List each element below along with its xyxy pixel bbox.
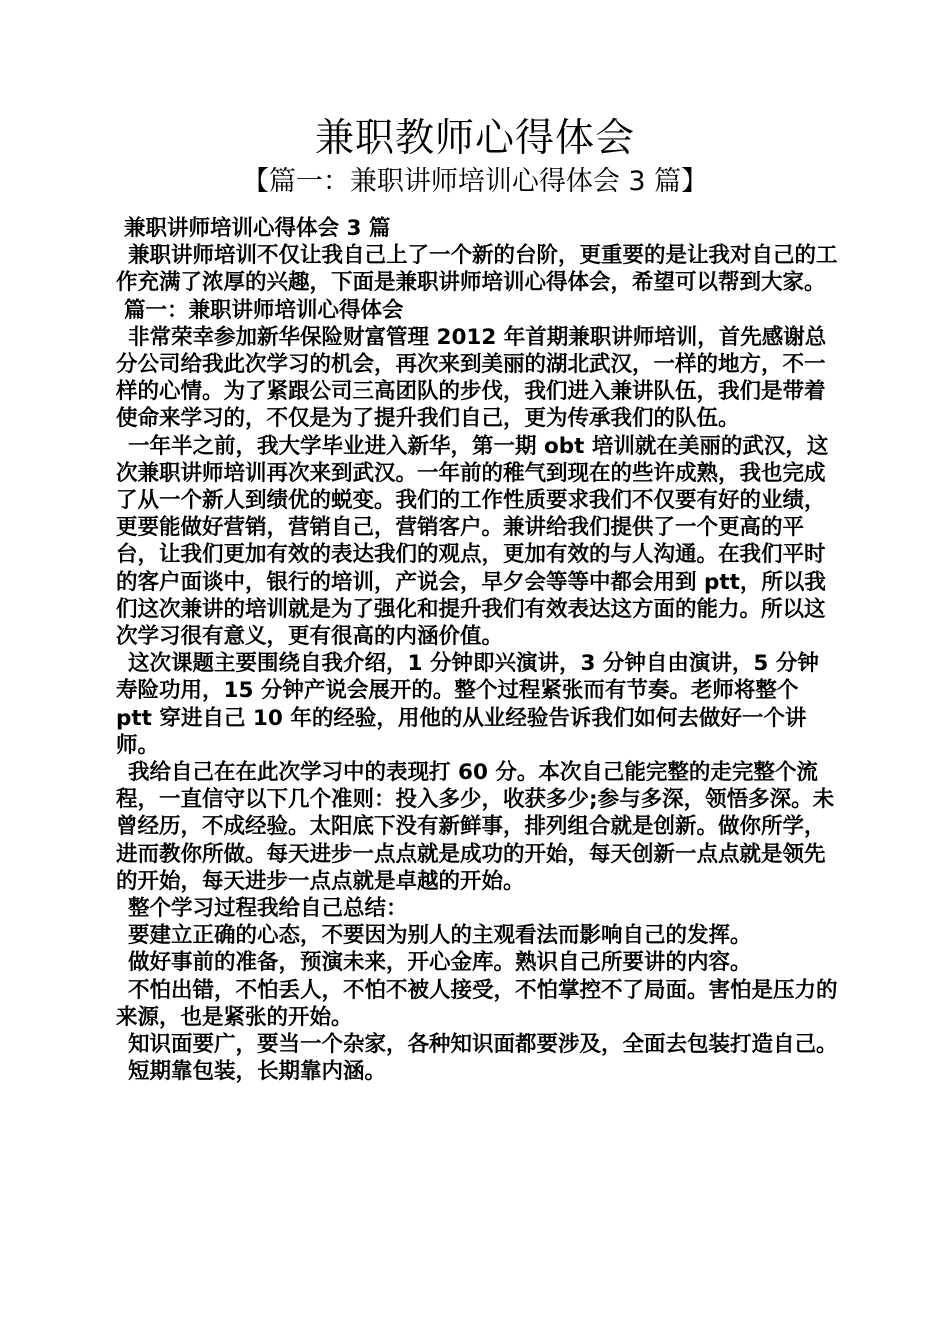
body-paragraph: 非常荣幸参加新华保险财富管理 2012 年首期兼职讲师培训，首先感谢总分公司给我此次学习的机会，再次来到美丽的湖北武汉，一样的地方，不一样的心情。为了紧跟公司三高团队的步伐，我们进入兼讲队伍，我们是带着使命来学习的，不仅是为了提升我们自己，更为传承我们的队伍。 (116, 324, 827, 432)
section-heading: 篇一：兼职讲师培训心得体会 (124, 297, 404, 323)
body-paragraph: 知识面要广，要当一个杂家，各种知识面都要涉及，全面去包装打造自己。 (128, 1032, 838, 1058)
body-paragraph: 一年半之前，我大学毕业进入新华，第一期 obt 培训就在美丽的武汉，这次兼职讲师培训再次来到武汉。一年前的稚气到现在的些许成熟，我也完成了从一个新人到绩优的蜕变。我们的工作性质要求我们不仅要有好的业绩，更要能做好营销，营销自己，营销客户。兼讲给我们提供了一个更高的平台，让我们更加有效的表达我们的观点，更加有效的与人沟通。在我们平时的客户面谈中，银行的培训，产说会，早夕会等等中都会用到 ptt，所以我们这次兼讲的培训就是为了强化和提升我们有效表达这方面的能力。所以这次学习很有意义，更有很高的内涵价值。 (116, 433, 829, 650)
body-paragraph: 兼职讲师培训不仅让我自己上了一个新的台阶，更重要的是让我对自己的工作充满了浓厚的兴趣，下面是兼职讲师培训心得体会，希望可以帮到大家。 (116, 243, 838, 296)
body-paragraph: 不怕出错，不怕丢人，不怕不被人接受，不怕掌控不了局面。害怕是压力的来源，也是紧张的开始。 (116, 977, 838, 1030)
body-paragraph: 我给自己在在此次学习中的表现打 60 分。本次自己能完整的走完整个流程，一直信守以下几个准则：投入多少，收获多少;参与多深，领悟多深。未曾经历，不成经验。太阳底下没有新鲜事，排列组合就是创新。做你所学，进而教你所做。每天进步一点点就是成功的开始，每天创新一点点就是领先的开始，每天进步一点点就是卓越的开始。 (116, 760, 835, 894)
document-body (116, 215, 840, 1086)
document-title: 兼职教师心得体会 (314, 116, 635, 161)
body-paragraph: 做好事前的准备，预演未来，开心金库。熟识自己所要讲的内容。 (128, 950, 752, 976)
body-paragraph: 整个学习过程我给自己总结： (128, 896, 408, 922)
body-paragraph: 短期靠包装，长期靠内涵。 (128, 1059, 387, 1085)
body-paragraph: 要建立正确的心态，不要因为别人的主观看法而影响自己的发挥。 (128, 923, 752, 949)
document-subtitle: 【篇一：兼职讲师培训心得体会 3 篇】 (241, 166, 709, 197)
body-paragraph: 这次课题主要围绕自我介绍，1 分钟即兴演讲，3 分钟自由演讲，5 分钟寿险功用，15 分钟产说会展开的。整个过程紧张而有节奏。老师将整个 ptt 穿进自己 10 年的经验，用他的从业经验告诉我们如何去做好一个讲师。 (116, 651, 819, 758)
section-heading: 兼职讲师培训心得体会 3 篇 (124, 216, 391, 241)
